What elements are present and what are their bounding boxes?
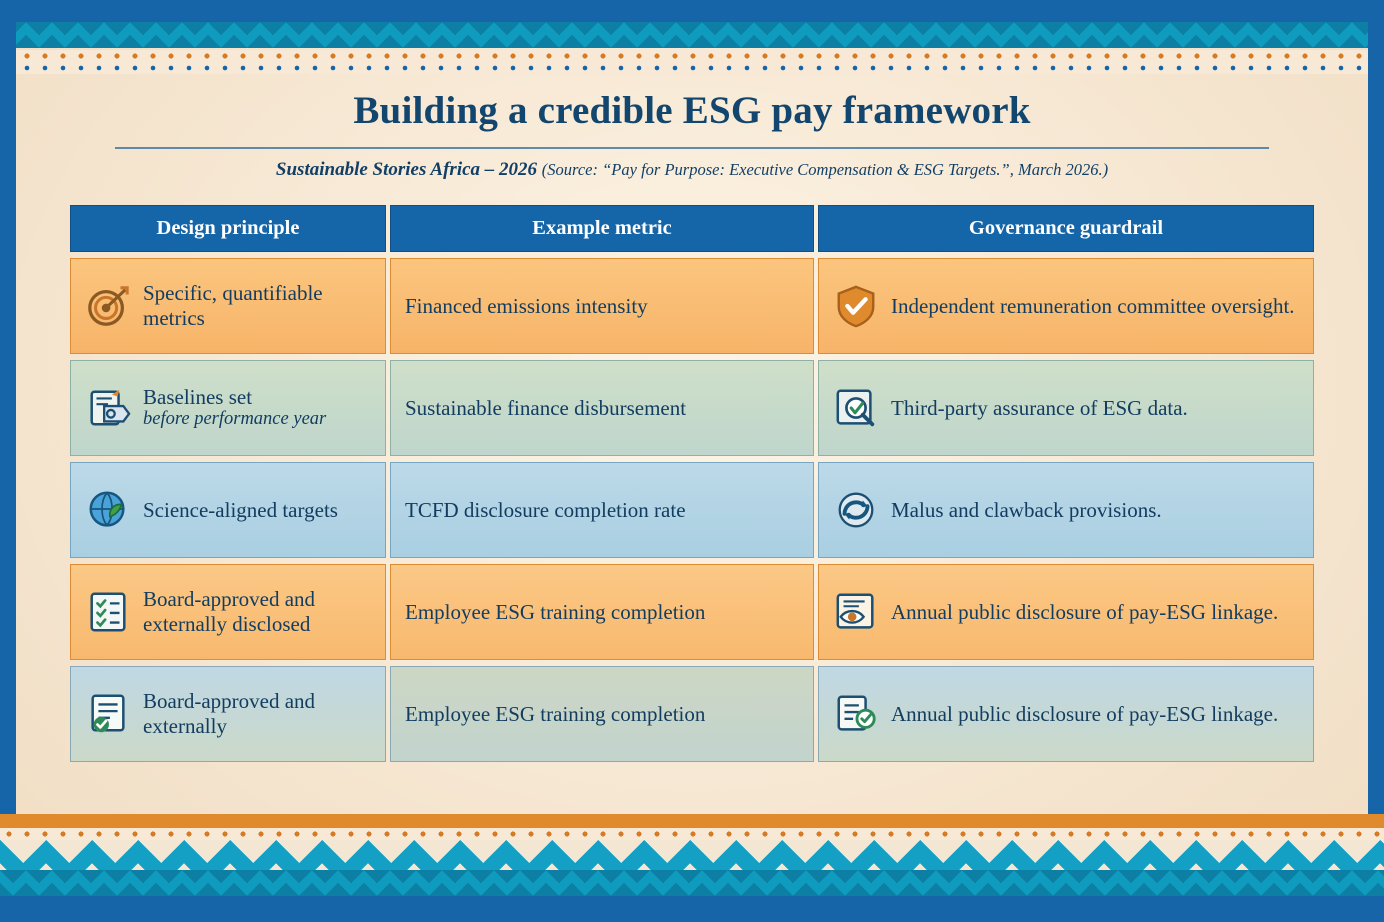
cell-governance-guardrail xyxy=(818,258,1314,354)
table-row xyxy=(70,258,1314,354)
column-header-example-metric: Example metric xyxy=(390,205,814,252)
checklist-icon xyxy=(85,589,131,635)
price-tag-icon xyxy=(85,385,131,431)
title-divider xyxy=(115,147,1269,149)
cell-design-principle xyxy=(70,462,386,558)
principle-text: Board-approved and externally xyxy=(143,689,316,738)
bottom-orange-strip xyxy=(0,814,1384,828)
bottom-zigzag-band xyxy=(0,870,1384,896)
guardrail-text: Annual public disclosure of pay-ESG linkage. xyxy=(891,701,1279,726)
cell-governance-guardrail xyxy=(818,564,1314,660)
document-check-icon xyxy=(85,691,131,737)
globe-leaf-icon xyxy=(85,487,131,533)
guardrail-text: Annual public disclosure of pay-ESG linkage. xyxy=(891,599,1279,624)
table-row xyxy=(70,666,1314,762)
column-header-design-principle: Design principle xyxy=(70,205,386,252)
column-header-governance-guardrail: Governance guardrail xyxy=(818,205,1314,252)
top-solid-band xyxy=(0,0,1384,22)
table-row xyxy=(70,564,1314,660)
top-dot-band xyxy=(0,50,1384,62)
left-edge-band xyxy=(0,0,16,922)
report-check-icon xyxy=(833,691,879,737)
principle-subtext: quantifiable metrics xyxy=(143,281,323,330)
principle-text: Board-approved and externally disclosed xyxy=(143,587,316,636)
top-zigzag-band xyxy=(0,22,1384,48)
series-label: Sustainable Stories Africa – 2026 xyxy=(275,159,538,180)
framework-table xyxy=(66,199,1318,768)
table-header-row xyxy=(70,205,1314,252)
cell-design-principle xyxy=(70,258,386,354)
guardrail-text: Malus and clawback provisions. xyxy=(891,497,1162,522)
bottom-dot-band xyxy=(0,828,1384,840)
principle-text: Specific, xyxy=(143,281,218,306)
subtitle xyxy=(60,159,1324,181)
source-label: (Source: “Pay for Purpose: Executive Compensation & ESG Targets.”, March 2026.) xyxy=(541,160,1109,179)
refresh-arrows-icon xyxy=(833,487,879,533)
cell-design-principle xyxy=(70,360,386,456)
target-icon xyxy=(85,283,131,329)
cell-design-principle xyxy=(70,564,386,660)
table-row xyxy=(70,462,1314,558)
cell-governance-guardrail xyxy=(818,360,1314,456)
top-dot-band-secondary xyxy=(0,62,1384,74)
principle-text: Baselines set xyxy=(143,384,253,409)
cell-example-metric: Employee ESG training completion xyxy=(390,666,814,762)
cell-example-metric: Sustainable finance disbursement xyxy=(390,360,814,456)
cell-example-metric: Employee ESG training completion xyxy=(390,564,814,660)
principle-text: Science-aligned targets xyxy=(143,497,338,522)
magnifier-check-icon xyxy=(833,385,879,431)
guardrail-text: Third-party assurance of ESG data. xyxy=(891,395,1188,420)
cell-example-metric: TCFD disclosure completion rate xyxy=(390,462,814,558)
shield-check-icon xyxy=(833,283,879,329)
page-title: Building a credible ESG pay framework xyxy=(353,89,1031,132)
cell-design-principle xyxy=(70,666,386,762)
right-edge-band xyxy=(1368,0,1384,922)
principle-subtext: before performance year xyxy=(143,409,327,430)
table-row xyxy=(70,360,1314,456)
guardrail-text: Independent remuneration committee oversight. xyxy=(891,293,1295,318)
bottom-solid-band xyxy=(0,896,1384,922)
cell-example-metric: Financed emissions intensity xyxy=(390,258,814,354)
cell-governance-guardrail xyxy=(818,666,1314,762)
cell-governance-guardrail xyxy=(818,462,1314,558)
eye-disclosure-icon xyxy=(833,589,879,635)
poster-content xyxy=(60,80,1324,768)
